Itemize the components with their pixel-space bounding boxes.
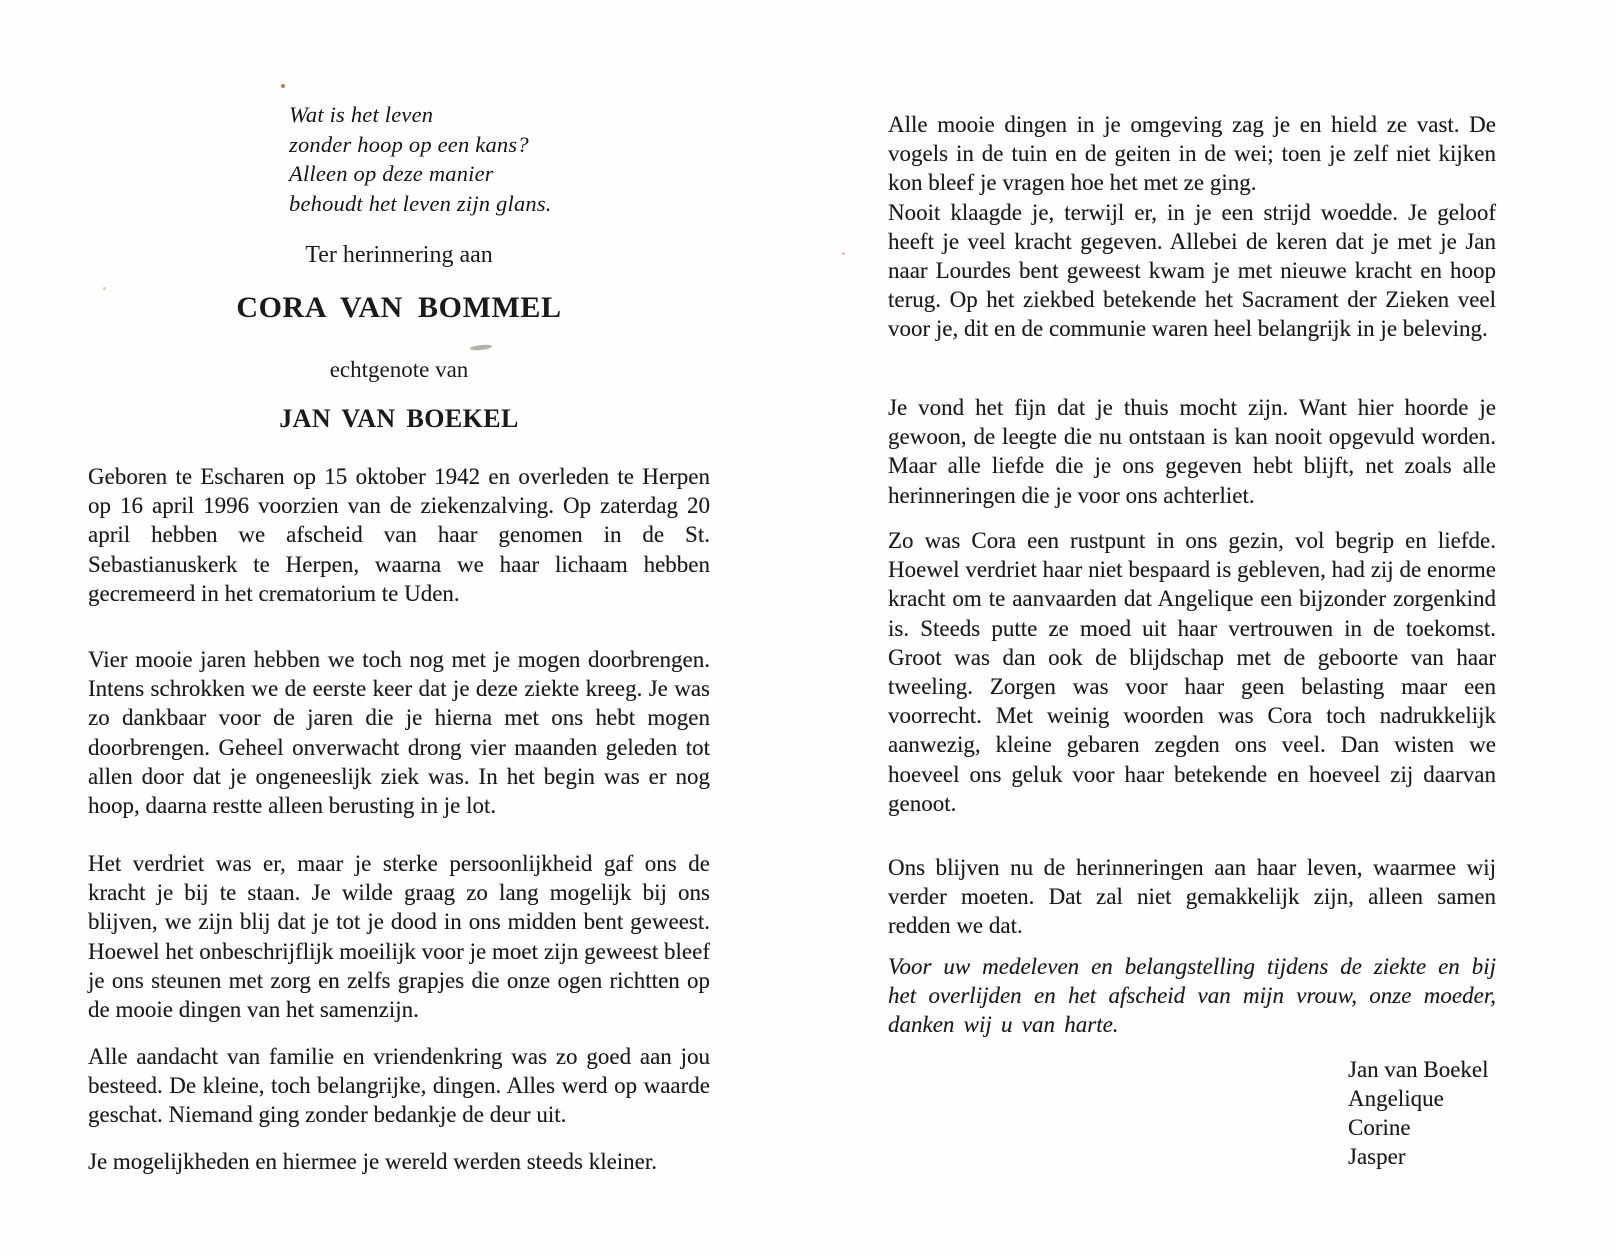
tribute-paragraph: Zo was Cora een rustpunt in ons gezin, vol begrip en liefde. Hoewel verdriet haar niet bespaard is gebleven, had zij de enorme kracht om te aanvaarden dat Angelique een bijzonder zorgenkind is. Steeds putte ze moed uit haar vertrouwen in de toekomst. Groot was dan ook de blijdschap met de geboorte van haar tweeling. Zorgen was voor haar geen belasting maar een voorrecht. Met weinig woorden was Cora toch nadrukkelijk aanwezig, kleine gebaren zegden ons veel. Dan wisten we hoeveel ons geluk voor haar betekende en hoeveel zij daarvan genoot. [888, 528, 1496, 816]
tribute-paragraph: Ons blijven nu de herinneringen aan haar leven, waarmee wij verder moeten. Dat zal niet gemakkelijk zijn, alleen samen redden we dat. [888, 855, 1496, 939]
signature-list [1348, 1055, 1489, 1171]
biography-paragraph: Vier mooie jaren hebben we toch nog met je mogen doorbrengen. Intens schrokken we de eerste keer dat je deze ziekte kreeg. Je was zo dankbaar voor de jaren die je hierna met ons hebt mogen doorbrengen. Geheel onverwacht drong vier maanden geleden tot allen door dat je ongeneeslijk ziek was. In het begin was er nog hoop, daarna restte alleen berusting in je lot. [88, 647, 710, 819]
biography-paragraph: Alle aandacht van familie en vriendenkring was zo goed aan jou besteed. De kleine, toch belangrijke, dingen. Alles werd op waarde geschat. Niemand ging zonder bedankje de deur uit. [88, 1044, 710, 1128]
closing-thanks: Voor uw medeleven en belangstelling tijdens de ziekte en bij het overlijden en het afscheid van mijn vrouw, onze moeder, danken wij u van harte. [888, 954, 1496, 1038]
scan-smudge [470, 344, 492, 351]
memorial-intro: Ter herinnering aan [305, 242, 493, 268]
biography-paragraph: Je mogelijkheden en hiermee je wereld werden steeds kleiner. [88, 1149, 658, 1174]
tribute-paragraph: Nooit klaagde je, terwijl er, in je een strijd woedde. Je geloof heeft je veel kracht gegeven. Allebei de keren dat je met je Jan naar Lourdes bent geweest kwam je met nieuwe kracht en hoop terug. Op het ziekbed betekende het Sacrament der Zieken veel voor je, dit en de communie waren heel belangrijk in je beleving. [888, 199, 1496, 342]
tribute-paragraph: Alle mooie dingen in je omgeving zag je en hield ze vast. De vogels in de tuin en de geiten in de wei; toen je zelf niet kijken kon bleef je vragen hoe het met ze ging. [888, 112, 1496, 196]
signature-name: Corine [1348, 1115, 1411, 1140]
spouse-relation-label: echtgenote van [329, 357, 469, 382]
deceased-name: CORA VAN BOMMEL [236, 291, 562, 324]
poem-line: behoudt het leven zijn glans. [289, 190, 552, 216]
tribute-block [888, 110, 1496, 344]
tribute-paragraph: Je vond het fijn dat je thuis mocht zijn. Want hier hoorde je gewoon, de leegte die nu ontstaan is kan nooit opgevuld worden. Maar alle liefde die je ons gegeven hebt blijft, net zoals alle herinneringen die je voor ons achterliet. [888, 395, 1496, 508]
scan-speck [281, 84, 285, 88]
scan-speck [842, 252, 845, 255]
signature-name: Jasper [1348, 1144, 1406, 1169]
poem-line: Alleen op deze manier [289, 161, 494, 186]
spouse-name: JAN VAN BOEKEL [279, 404, 519, 433]
biography-paragraph: Geboren te Escharen op 15 oktober 1942 en overleden te Herpen op 16 april 1996 voorzien van de ziekenzalving. Op zaterdag 20 april hebben we afscheid van haar genomen in de St. Sebastianuskerk te Herpen, waarna we haar lichaam hebben gecremeerd in het crematorium te Uden. [88, 464, 710, 606]
poem-line: zonder hoop op een kans? [289, 131, 529, 157]
poem [289, 100, 552, 218]
signature-name: Angelique [1348, 1086, 1444, 1111]
biography-paragraph: Het verdriet was er, maar je sterke persoonlijkheid gaf ons de kracht je bij te staan. Je wilde graag zo lang mogelijk bij ons blijven, we zijn blij dat je tot je dood in ons midden bent geweest. Hoewel het onbeschrijflijk moeilijk voor je moet zijn geweest bleef je ons steunen met zorg en zelfs grapjes die onze ogen richtten op de mooie dingen van het samenzijn. [88, 851, 710, 1023]
signature-name: Jan van Boekel [1348, 1057, 1489, 1082]
poem-line: Wat is het leven [289, 102, 434, 127]
scan-speck [103, 287, 106, 290]
